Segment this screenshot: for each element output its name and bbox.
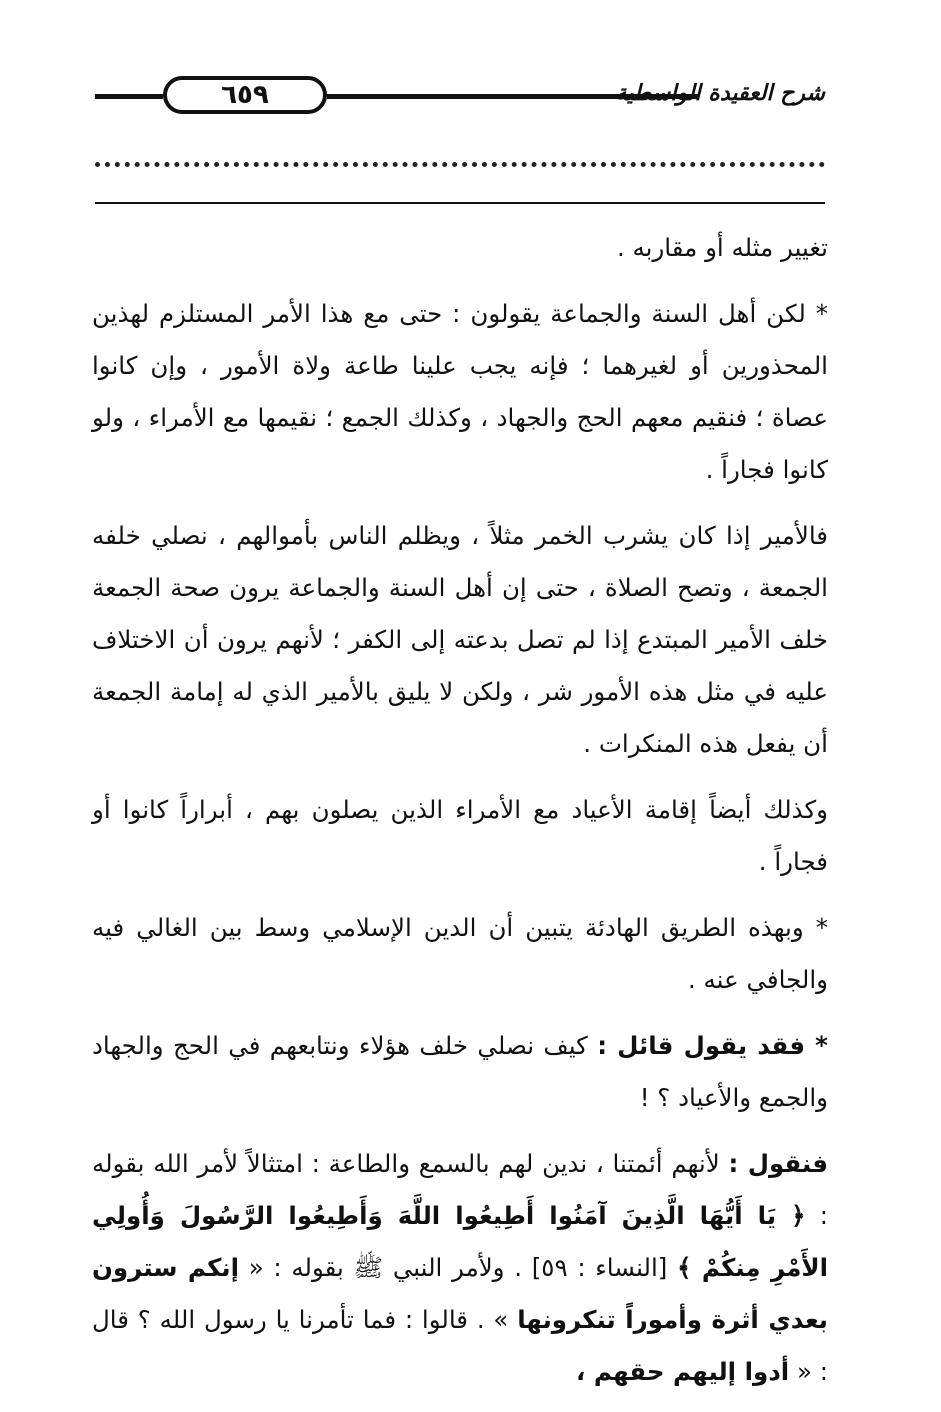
paragraph-text: وكذلك أيضاً إقامة الأعياد مع الأمراء الذين يصلون بهم ، أبراراً كانوا أو فجاراً . (92, 795, 828, 876)
paragraph-text: * وبهذه الطريق الهادئة يتبين أن الدين الإسلامي وسط بين الغالي فيه والجافي عنه . (92, 913, 828, 994)
paragraph (92, 902, 828, 1006)
page-header (95, 70, 825, 120)
hadith-quote: أدوا إليهم حقهم ، (576, 1357, 790, 1386)
page-number: ٦٥٩ (163, 76, 327, 114)
paragraph-text: تغيير مثله أو مقاربه . (616, 233, 828, 262)
paragraph-lead-bold: فنقول : (728, 1149, 828, 1178)
dotted-separator (95, 162, 825, 167)
hadith-quote: إنكم سترون بعدي أثرة وأموراً تنكرونها (92, 1253, 828, 1334)
header-rule-left (95, 94, 163, 99)
paragraph (92, 288, 828, 496)
paragraph (92, 1020, 828, 1124)
paragraph-lead-bold: * فقد يقول قائل : (597, 1031, 828, 1060)
paragraph-text: » . قالوا : فما تأمرنا يا رسول الله ؟ قال : « (92, 1305, 828, 1386)
paragraph-text: لأنهم أئمتنا ، ندين لهم بالسمع والطاعة : امتثالاً لأمر الله بقوله : (92, 1149, 828, 1230)
book-title: شرح العقيدة الواسطية (615, 81, 825, 106)
paragraph (92, 222, 828, 274)
paragraph-text: [النساء : ٥٩] . ولأمر النبي ﷺ بقوله : « (239, 1253, 678, 1282)
page-body (92, 222, 828, 1412)
paragraph (92, 1138, 828, 1398)
paragraph-text: فالأمير إذا كان يشرب الخمر مثلاً ، ويظلم الناس بأموالهم ، نصلي خلفه الجمعة ، وتصح الصلاة ، حتى إن أهل السنة والجماعة يرون صحة الجمعة خلف الأمير المبتدع إذا لم تصل بدعته إلى الكفر ؛ لأنهم يرون أن الاختلاف عليه في مثل هذه الأمور شر ، ولكن لا يليق بالأمير الذي له إمامة الجمعة أن يفعل هذه المنكرات . (92, 521, 828, 758)
paragraph (92, 510, 828, 770)
paragraph-text: كيف نصلي خلف هؤلاء ونتابعهم في الحج والجهاد والجمع والأعياد ؟ ! (92, 1031, 828, 1112)
paragraph-text: * لكن أهل السنة والجماعة يقولون : حتى مع هذا الأمر المستلزم لهذين المحذورين أو لغيرهما ؛ فإنه يجب علينا طاعة ولاة الأمور ، وإن كانوا عصاة ؛ فنقيم معهم الحج والجهاد ، وكذلك الجمع ؛ نقيمها مع الأمراء ، ولو كانوا فجاراً . (92, 299, 828, 484)
quran-verse: ﴿ يَا أَيُّهَا الَّذِينَ آمَنُوا أَطِيعُوا اللَّهَ وَأَطِيعُوا الرَّسُولَ وَأُولِي الأَمْرِ مِنكُمْ ﴾ (92, 1201, 829, 1282)
paragraph (92, 784, 828, 888)
solid-separator (95, 202, 825, 204)
